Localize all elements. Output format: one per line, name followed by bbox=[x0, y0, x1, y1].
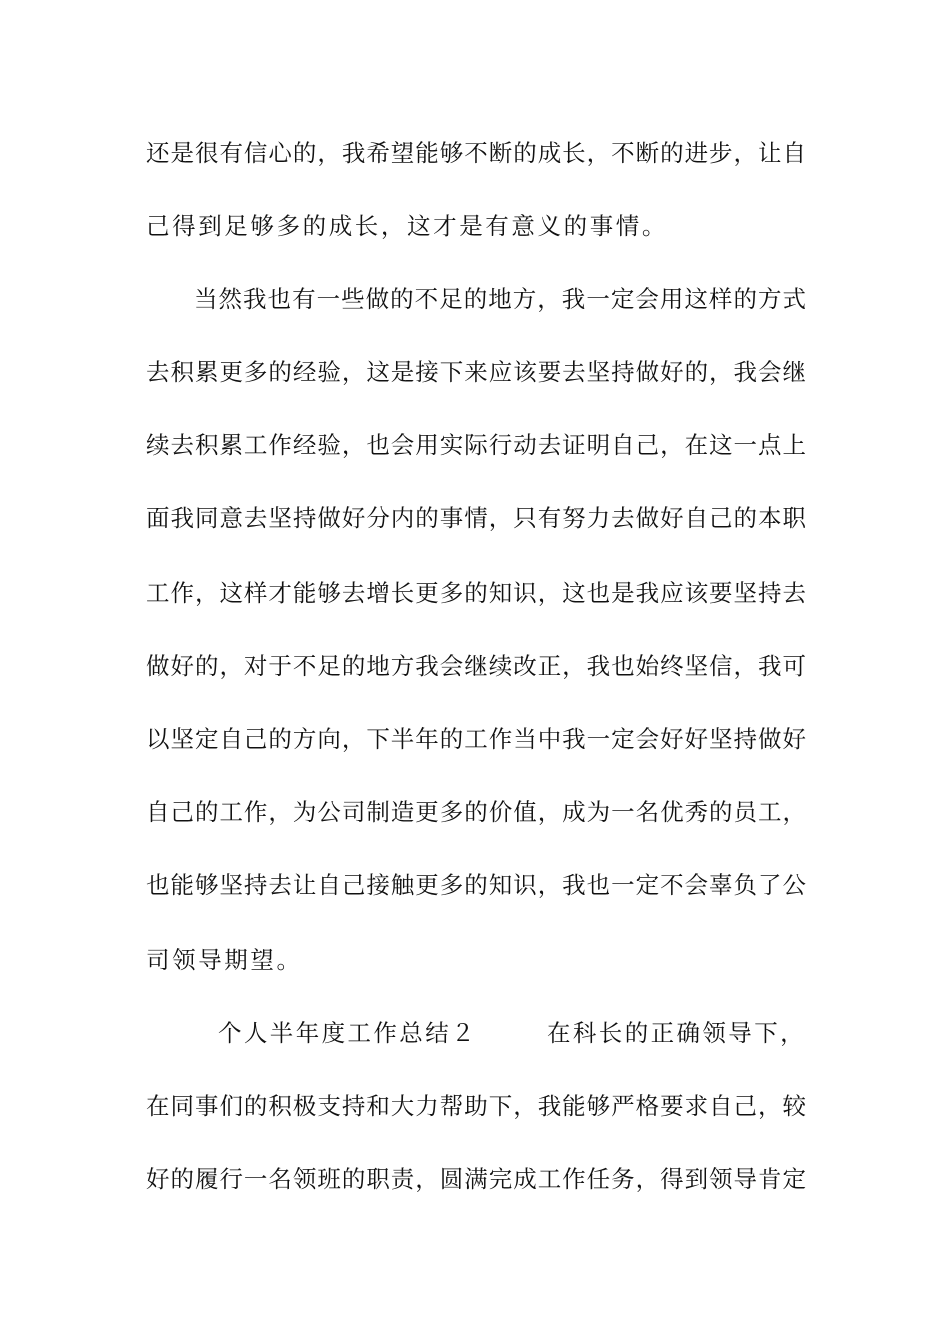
paragraph-line: 在同事们的积极支持和大力帮助下，我能够严格要求自己，较 bbox=[146, 1092, 806, 1120]
paragraph-line: 当然我也有一些做的不足的地方，我一定会用这样的方式 bbox=[194, 285, 806, 313]
paragraph-line: 司领导期望。 bbox=[146, 946, 303, 974]
paragraph-line: 面我同意去坚持做好分内的事情，只有努力去做好自己的本职 bbox=[146, 504, 806, 532]
paragraph-line: 还是很有信心的，我希望能够不断的成长，不断的进步，让自 bbox=[146, 139, 806, 167]
section-first-line: 在科长的正确领导下， bbox=[547, 1019, 806, 1047]
paragraph-line: 工作，这样才能够去增长更多的知识，这也是我应该要坚持去 bbox=[146, 579, 806, 607]
paragraph-line: 自己的工作，为公司制造更多的价值，成为一名优秀的员工， bbox=[146, 798, 806, 826]
section-title: 个人半年度工作总结２ bbox=[218, 1019, 477, 1047]
paragraph-line: 好的履行一名领班的职责，圆满完成工作任务，得到领导肯定 bbox=[146, 1165, 806, 1193]
paragraph-line: 续去积累工作经验，也会用实际行动去证明自己，在这一点上 bbox=[146, 431, 806, 459]
paragraph-line: 去积累更多的经验，这是接下来应该要去坚持做好的，我会继 bbox=[146, 358, 806, 386]
paragraph-line: 做好的，对于不足的地方我会继续改正，我也始终坚信，我可 bbox=[146, 652, 806, 680]
paragraph-line: 也能够坚持去让自己接触更多的知识，我也一定不会辜负了公 bbox=[146, 871, 806, 899]
paragraph-line: 以坚定自己的方向，下半年的工作当中我一定会好好坚持做好 bbox=[146, 725, 806, 753]
paragraph-line: 己得到足够多的成长，这才是有意义的事情。 bbox=[146, 212, 668, 240]
